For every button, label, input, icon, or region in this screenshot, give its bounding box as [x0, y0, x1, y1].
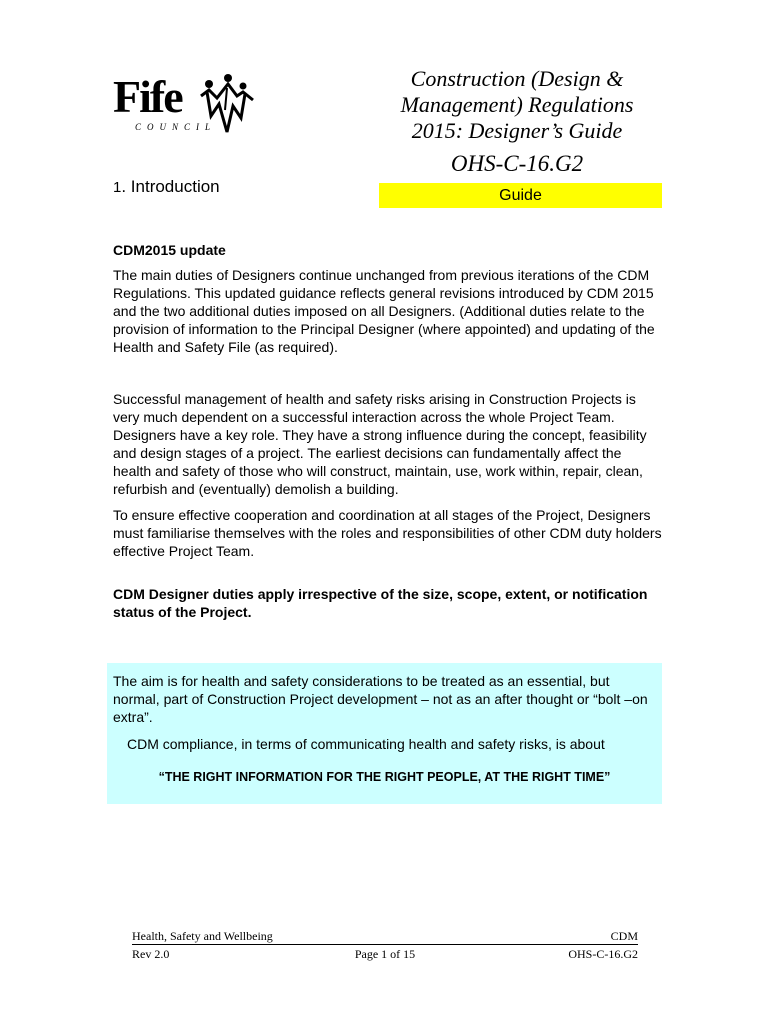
key-quote: “THE RIGHT INFORMATION FOR THE RIGHT PEOPLE, AT THE RIGHT TIME” [158, 770, 611, 784]
guide-label: Guide [379, 183, 662, 208]
logo-council-text: COUNCIL [135, 122, 217, 132]
section-number: 1 [113, 179, 122, 196]
paragraph: To ensure effective cooperation and coordination at all stages of the Project, Designers must familiarise themselves with the roles and responsibilities of other CDM duty holders effective Project Team. [113, 507, 662, 559]
paragraph: Successful management of health and safety risks arising in Construction Projects is very much dependent on a successful interaction across the whole Project Team. Designers have a key role. They have a strong influence during the concept, feasibility and design stages of a project. The earliest decisions can fundamentally affect the health and safety of those who will construct, maintain, use, work within, repair, clean, refurbish and (eventually) demolish a building. [113, 391, 647, 497]
aim-callout-box [107, 663, 662, 804]
footer-revision: Rev 2.0 [132, 947, 170, 961]
section-title: . Introduction [121, 177, 220, 196]
section-heading [113, 176, 220, 199]
document-code: OHS-C-16.G2 [450, 151, 584, 176]
footer-department: Health, Safety and Wellbeing [132, 929, 273, 943]
compliance-text: CDM compliance, in terms of communicating health and safety risks, is about [127, 736, 605, 752]
footer-divider [132, 944, 638, 945]
document-title [372, 66, 662, 144]
subheading: CDM2015 update [113, 242, 226, 258]
bold-note: CDM Designer duties apply irrespective of the size, scope, extent, or notification status of the Project. [113, 586, 648, 620]
paragraph: The main duties of Designers continue unchanged from previous iterations of the CDM Regulations. This updated guidance reflects general revisions introduced by CDM 2015 and the two additional duties imposed on all Designers. (Additional duties relate to the provision of information to the Principal Designer (where appointed) and updating of the Health and Safety File (as required). [113, 267, 655, 355]
page-footer [132, 929, 638, 962]
footer-document-code: OHS-C-16.G2 [568, 947, 638, 961]
fife-council-logo [113, 68, 258, 138]
title-line: Management) Regulations [400, 92, 634, 117]
title-line: Construction (Design & [410, 66, 624, 91]
logo-figures-icon [197, 70, 255, 136]
aim-text: The aim is for health and safety considerations to be treated as an essential, but normal, part of Construction Project development – not as an after thought or “bolt –on extra”. [113, 673, 648, 725]
footer-page-number: Page 1 of 15 [354, 947, 416, 961]
logo-wordmark: Fife [113, 71, 182, 122]
title-line: 2015: Designer’s Guide [411, 118, 623, 143]
footer-category: CDM [610, 929, 638, 943]
